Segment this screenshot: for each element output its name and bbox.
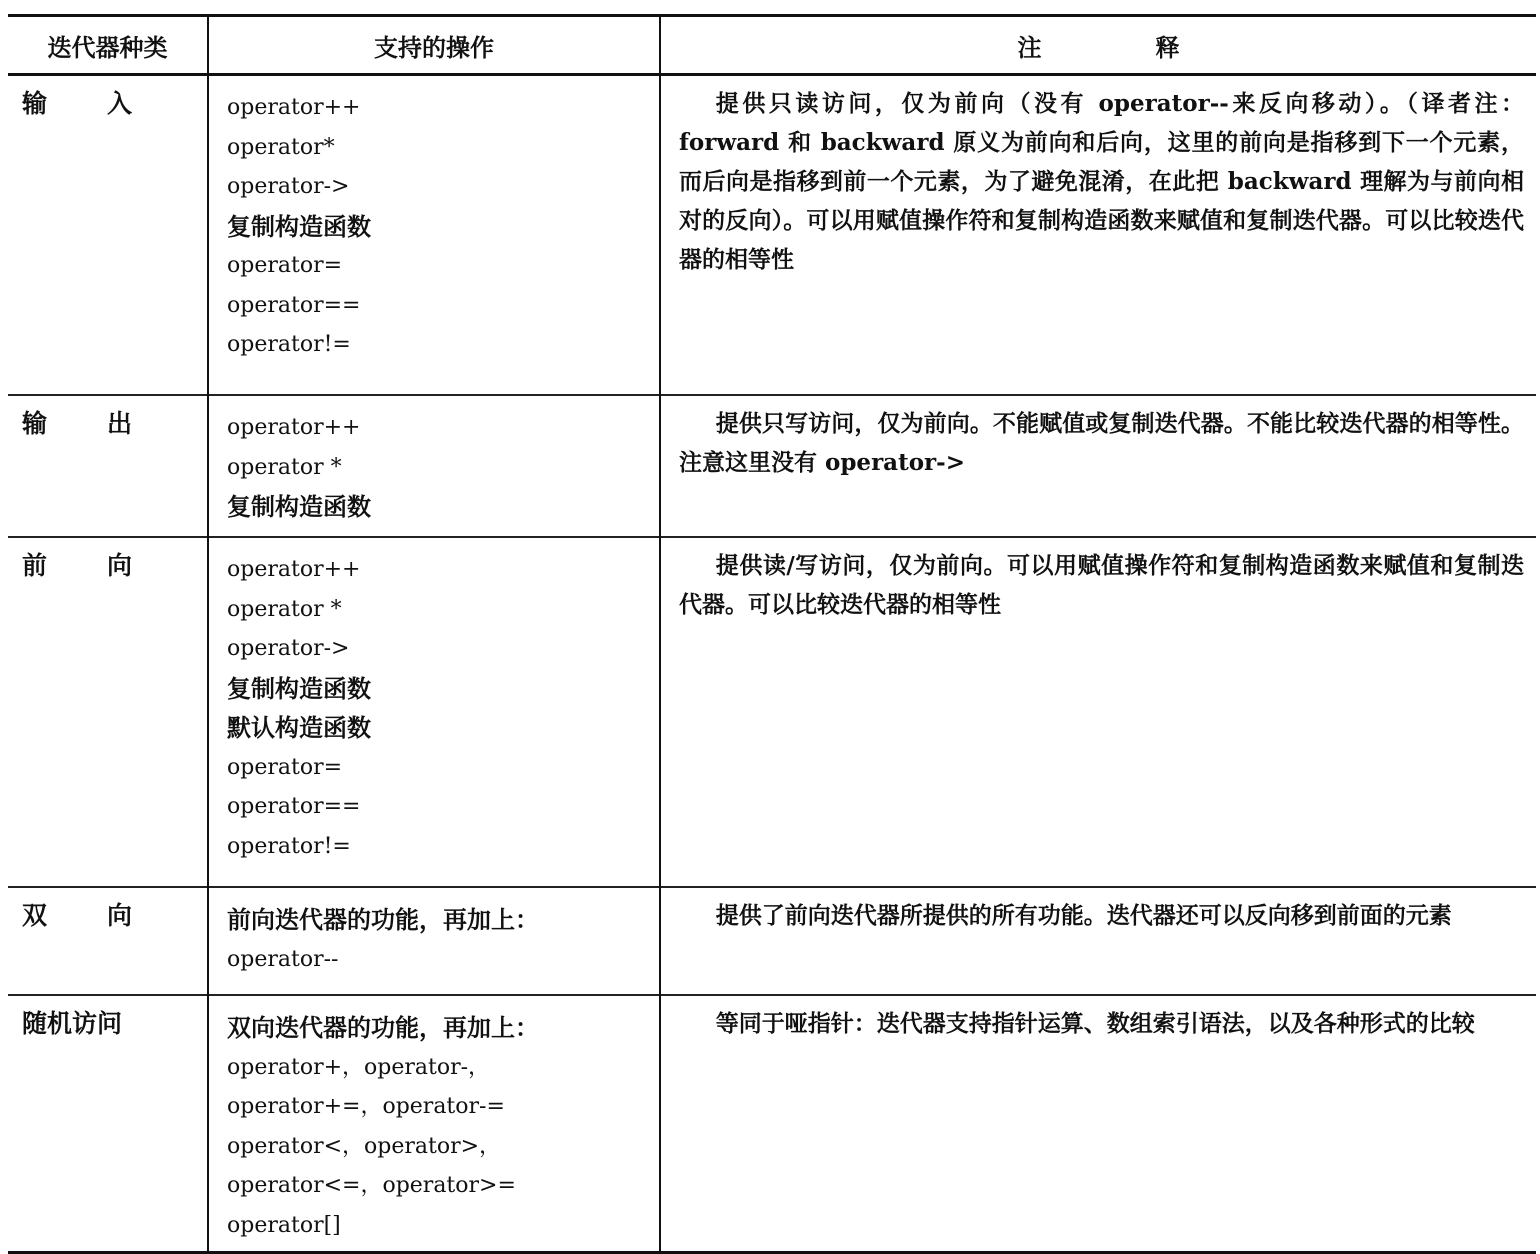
op-line: operator++: [227, 557, 361, 582]
op-line: operator*: [227, 134, 335, 160]
note-cell: 提供只写访问，仅为前向。不能赋值或复制迭代器。不能比较迭代器的相等性。注意这里没有 operator->: [660, 395, 1536, 537]
op-line: operator->: [227, 636, 350, 661]
note-cell: 提供只读访问，仅为前向（没有 operator--来反向移动）。（译者注：forward 和 backward 原义为前向和后向，这里的前向是指移到下一个元素，而后向是指移到前一个元素，为了避免混淆，在此把 backward 理解为与前向相对的反向）。可以用赋值操作符和复制构造函数来赋值和复制迭代器。可以比较迭代器的相等性: [660, 75, 1536, 396]
kind-char: 前: [22, 551, 48, 580]
op-line: 前向迭代器的功能，再加上：: [227, 905, 539, 934]
ops-cell: [208, 995, 660, 1253]
header-supported-ops: 支持的操作: [208, 16, 660, 75]
note-cell: 提供读/写访问，仅为前向。可以用赋值操作符和复制构造函数来赋值和复制迭代器。可以比较迭代器的相等性: [660, 537, 1536, 887]
kind-cell: [8, 887, 208, 995]
op-line: operator *: [227, 596, 342, 622]
table-row-bidirectional: [8, 887, 1536, 995]
ops-cell: [208, 395, 660, 537]
note-cell: 等同于哑指针：迭代器支持指针运算、数组索引语法，以及各种形式的比较: [660, 995, 1536, 1253]
op-line: operator<，operator>，: [227, 1133, 502, 1159]
op-line: operator++: [227, 95, 361, 120]
ops-cell: [208, 75, 660, 396]
ops-cell: [208, 537, 660, 887]
op-line: operator!=: [227, 332, 351, 357]
table-row-random-access: [8, 995, 1536, 1253]
op-line: 双向迭代器的功能，再加上：: [227, 1013, 539, 1042]
kind-char: 入: [106, 89, 132, 118]
op-line: operator+=，operator-=: [227, 1094, 505, 1119]
op-line: operator--: [227, 946, 339, 972]
op-line: 复制构造函数: [227, 211, 371, 241]
op-line: operator++: [227, 415, 361, 440]
op-line: 复制构造函数: [227, 492, 371, 521]
kind-cell: [8, 75, 208, 396]
op-line: operator==: [227, 794, 361, 819]
op-line: operator[]: [227, 1212, 341, 1238]
op-line: 复制构造函数: [227, 673, 371, 703]
header-notes-label: 注 释: [1017, 32, 1233, 62]
op-line: operator=: [227, 754, 343, 780]
header-notes: [660, 16, 1536, 75]
kind-label: 随机访问: [22, 1009, 123, 1038]
op-line: operator<=，operator>=: [227, 1173, 516, 1198]
table-row-output: [8, 395, 1536, 537]
table-row-forward: [8, 537, 1536, 887]
kind-char: 输: [22, 89, 48, 118]
ops-cell: [208, 887, 660, 995]
iterator-types-table: [8, 14, 1536, 1254]
kind-cell: [8, 995, 208, 1253]
note-cell: 提供了前向迭代器所提供的所有功能。迭代器还可以反向移到前面的元素: [660, 887, 1536, 995]
iterator-table: [8, 14, 1536, 1254]
header-iterator-kind: 迭代器种类: [8, 16, 208, 75]
op-line: 默认构造函数: [227, 713, 371, 742]
kind-cell: [8, 395, 208, 537]
op-line: operator->: [227, 174, 350, 199]
header-row: [8, 16, 1536, 75]
op-line: operator!=: [227, 833, 351, 859]
op-line: operator *: [227, 454, 342, 480]
kind-char: 双: [22, 901, 48, 930]
op-line: operator=: [227, 253, 343, 278]
kind-char: 出: [106, 409, 132, 438]
table-body: [8, 75, 1536, 1253]
kind-char: 向: [106, 901, 132, 930]
kind-char: 输: [22, 409, 48, 438]
op-line: operator==: [227, 292, 361, 318]
kind-cell: [8, 537, 208, 887]
table-header: [8, 16, 1536, 75]
op-line: operator+，operator-，: [227, 1054, 491, 1080]
table-row-input: [8, 75, 1536, 396]
kind-char: 向: [106, 551, 132, 580]
